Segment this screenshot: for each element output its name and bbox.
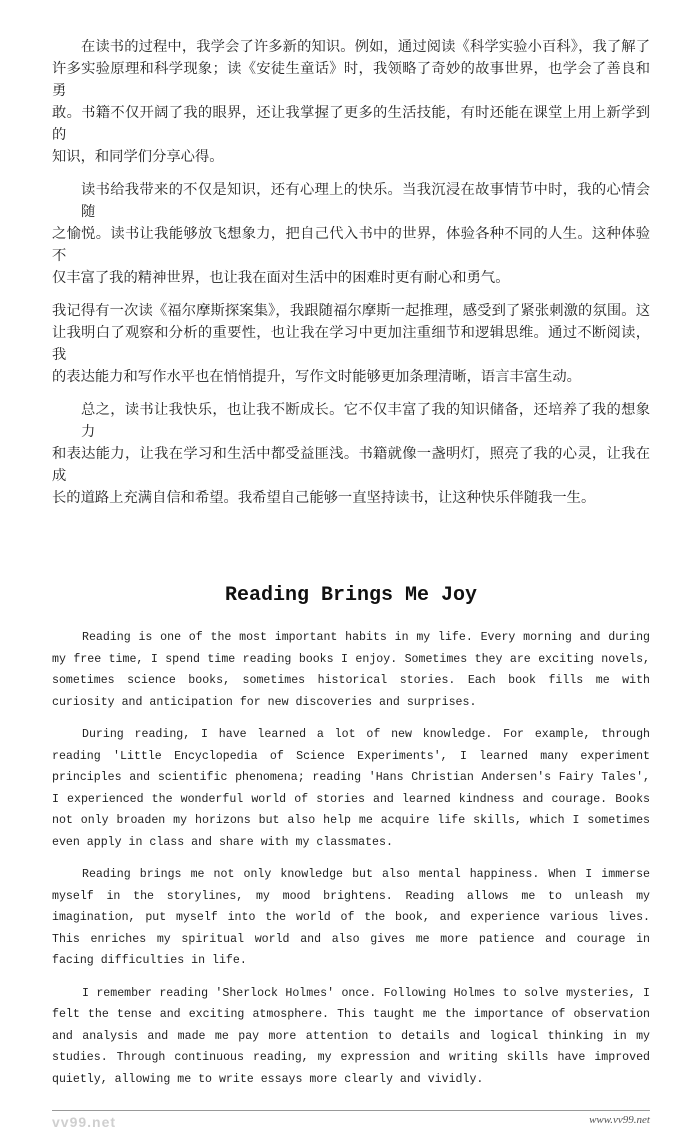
text-line: I remember reading 'Sherlock Holmes' once. Following Holmes to solve mysteries, I	[82, 986, 650, 1000]
watermark: vv99.net	[52, 1114, 117, 1130]
text-line: not only broaden my horizons but also help me acquire life skills, which I sometimes	[52, 814, 650, 827]
english-section	[52, 627, 650, 1090]
text-line: sometimes science books, sometimes historical stories. Each book fills me with	[52, 674, 650, 687]
paragraph	[52, 724, 650, 853]
text-line: I experienced the wonderful world of stories and learned kindness and courage. Books	[52, 792, 650, 806]
chinese-section	[52, 36, 650, 509]
page-title: Reading Brings Me Joy	[224, 584, 478, 607]
text-line: 敢。书籍不仅开阔了我的眼界，还让我掌握了更多的生活技能，有时还能在课堂上用上新学到的	[52, 105, 650, 143]
text-line: reading 'Little Encyclopedia of Science Experiments', I learned many experiment	[52, 749, 650, 763]
text-line: quietly, allowing me to write essays more clearly and vividly.	[52, 1072, 484, 1086]
text-line: even apply in class and share with my classmates.	[52, 835, 393, 849]
text-line: 长的道路上充满自信和希望。我希望自己能够一直坚持读书，让这种快乐伴随我一生。	[52, 490, 596, 506]
footer-divider	[52, 1110, 650, 1140]
text-line: curiosity and anticipation for new discoveries and surprises.	[52, 695, 477, 709]
text-line: 之愉悦。读书让我能够放飞想象力，把自己代入书中的世界，体验各种不同的人生。这种体验不	[52, 226, 650, 264]
text-line: 知识，和同学们分享心得。	[52, 149, 224, 165]
paragraph	[52, 627, 650, 713]
text-line: and analysis and made me pay more attention to details and logical thinking in my	[52, 1029, 650, 1043]
text-line: 读书给我带来的不仅是知识，还有心理上的快乐。当我沉浸在故事情节中时，我的心情会随	[81, 182, 650, 220]
paragraph	[52, 983, 650, 1091]
text-line: During reading, I have learned a lot of new knowledge. For example, through	[82, 728, 650, 741]
text-line: principles and scientific phenomena; reading 'Hans Christian Andersen's Fairy Tales',	[52, 771, 650, 784]
text-line: Reading is one of the most important habits in my life. Every morning and during	[82, 631, 650, 644]
paragraph	[52, 179, 650, 289]
paragraph	[52, 300, 650, 388]
text-line: 的表达能力和写作水平也在悄悄提升，写作文时能够更加条理清晰，语言丰富生动。	[52, 369, 581, 385]
text-line: studies. Through continuous reading, my expression and writing skills have improved	[52, 1051, 650, 1064]
paragraph	[52, 36, 650, 168]
paragraph	[52, 399, 650, 509]
footer-url: www.vv99.net	[589, 1114, 650, 1126]
text-line: my free time, I spend time reading books I enjoy. Sometimes they are exciting novels,	[52, 652, 650, 666]
text-line: 许多实验原理和科学现象；读《安徒生童话》时，我领略了奇妙的故事世界，也学会了善良和勇	[52, 61, 650, 99]
text-line: This enriches my spiritual world and also gives me more patience and courage in	[52, 932, 650, 946]
text-line: 总之，读书让我快乐，也让我不断成长。它不仅丰富了我的知识储备，还培养了我的想象力	[81, 402, 650, 440]
text-line: 在读书的过程中，我学会了许多新的知识。例如，通过阅读《科学实验小百科》，我了解了	[81, 39, 650, 55]
text-line: 仅丰富了我的精神世界，也让我在面对生活中的困难时更有耐心和勇气。	[52, 270, 510, 286]
text-line: 和表达能力，让我在学习和生活中都受益匪浅。书籍就像一盏明灯，照亮了我的心灵，让我在成	[52, 446, 650, 484]
text-line: 让我明白了观察和分析的重要性，也让我在学习中更加注重细节和逻辑思维。通过不断阅读，我	[52, 325, 650, 363]
text-line: 我记得有一次读《福尔摩斯探案集》，我跟随福尔摩斯一起推理，感受到了紧张刺激的氛围。这	[52, 303, 650, 319]
text-line: felt the tense and exciting atmosphere. This taught me the importance of observation	[52, 1008, 650, 1021]
text-line: Reading brings me not only knowledge but also mental happiness. When I immerse	[82, 868, 650, 881]
text-line: imagination, put myself into the world of the book, and experience various lives.	[52, 911, 650, 924]
text-line: facing difficulties in life.	[52, 954, 247, 967]
text-line: myself in the storylines, my mood brightens. Reading allows me to unleash my	[52, 889, 650, 903]
paragraph	[52, 864, 650, 972]
